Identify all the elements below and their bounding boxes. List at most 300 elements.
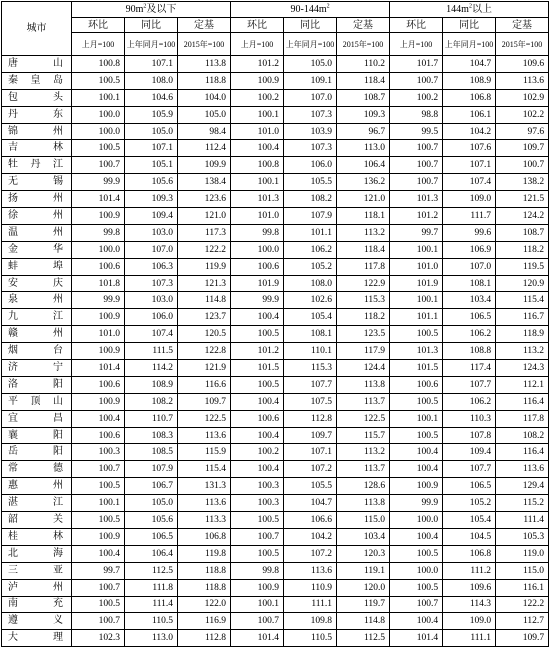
value-cell: 109.6 [496,56,549,73]
value-cell: 122.5 [178,410,231,427]
city-name-char: 阳 [53,429,63,441]
value-cell: 100.1 [390,292,443,309]
value-cell: 110.2 [337,56,390,73]
value-cell: 100.5 [231,512,284,529]
value-cell: 106.2 [443,326,496,343]
city-cell [2,191,72,208]
table-row [2,528,549,545]
value-cell: 122.9 [337,275,390,292]
value-cell: 100.7 [390,72,443,89]
value-cell: 100.6 [72,427,125,444]
value-cell: 101.3 [231,191,284,208]
value-cell: 108.0 [125,72,178,89]
value-cell: 100.7 [72,461,125,478]
group-header-small: $90m^2$及以下 [72,2,231,18]
value-cell: 100.0 [390,512,443,529]
table-body [2,56,549,647]
value-cell: 100.4 [72,545,125,562]
value-cell: 100.4 [231,427,284,444]
value-cell: 138.4 [178,174,231,191]
city-cell [2,562,72,579]
value-cell: 100.9 [72,528,125,545]
value-cell: 108.2 [125,393,178,410]
table-row [2,410,549,427]
city-name-char: 秦 [8,74,18,86]
city-name-char: 温 [8,226,18,238]
value-cell: 121.0 [337,191,390,208]
table-row [2,275,549,292]
city-name-char: 林 [53,142,63,154]
value-cell: 118.9 [496,326,549,343]
value-cell: 100.9 [72,208,125,225]
value-cell: 124.2 [496,208,549,225]
value-cell: 113.2 [496,343,549,360]
city-cell [2,579,72,596]
value-cell: 116.4 [496,393,549,410]
base-header-last-year: 上年同月=100 [125,33,178,56]
value-cell: 113.2 [337,444,390,461]
value-cell: 122.0 [178,596,231,613]
value-cell: 109.9 [178,157,231,174]
value-cell: 111.1 [443,630,496,647]
value-cell: 120.9 [496,275,549,292]
value-cell: 101.3 [390,191,443,208]
table-row [2,140,549,157]
value-cell: 110.3 [443,410,496,427]
value-cell: 100.5 [390,326,443,343]
city-cell [2,106,72,123]
value-cell: 101.4 [231,630,284,647]
value-cell: 113.3 [178,512,231,529]
value-cell: 100.5 [231,376,284,393]
city-name-char: 泉 [8,294,18,306]
city-name-char: 州 [53,294,63,306]
value-cell: 110.7 [125,410,178,427]
value-cell: 105.2 [284,258,337,275]
value-cell: 112.5 [337,630,390,647]
base-header-2015: 2015年=100 [496,33,549,56]
value-cell: 106.9 [443,241,496,258]
city-name-char: 赣 [8,328,18,340]
value-cell: 100.1 [231,596,284,613]
value-cell: 119.8 [178,545,231,562]
value-cell: 105.4 [284,309,337,326]
value-cell: 106.6 [284,512,337,529]
value-cell: 100.6 [72,258,125,275]
table-row [2,343,549,360]
city-name-char: 常 [8,463,18,475]
value-cell: 116.7 [496,309,549,326]
value-cell: 113.6 [496,72,549,89]
value-cell: 113.7 [337,461,390,478]
value-cell: 107.0 [443,258,496,275]
value-cell: 100.7 [231,613,284,630]
value-cell: 109.7 [496,630,549,647]
table-row [2,56,549,73]
table-row [2,174,549,191]
value-cell: 119.9 [178,258,231,275]
value-cell: 101.1 [284,224,337,241]
value-cell: 101.5 [231,360,284,377]
city-cell [2,140,72,157]
city-name-char: 吉 [8,142,18,154]
table-row [2,157,549,174]
value-cell: 114.8 [178,292,231,309]
value-cell: 105.5 [284,174,337,191]
value-cell: 108.7 [337,89,390,106]
city-cell [2,174,72,191]
city-name-char: 遵 [8,615,18,627]
value-cell: 114.3 [443,596,496,613]
value-cell: 101.9 [390,275,443,292]
value-cell: 105.2 [443,495,496,512]
value-cell: 107.7 [443,461,496,478]
table-row [2,106,549,123]
value-cell: 100.5 [72,596,125,613]
value-cell: 103.4 [337,528,390,545]
city-name-char: 平 [8,395,18,407]
city-cell [2,528,72,545]
value-cell: 101.0 [231,208,284,225]
city-cell [2,309,72,326]
group-header-medium: $90-144m^2$ [231,2,390,18]
value-cell: 107.8 [443,427,496,444]
price-index-table [1,1,549,647]
city-cell [2,545,72,562]
value-cell: 105.4 [443,512,496,529]
sub-header-fixed-base: 定基 [178,18,231,33]
value-cell: 117.4 [443,360,496,377]
value-cell: 100.1 [390,410,443,427]
city-name-char: 州 [53,125,63,137]
value-cell: 108.7 [496,224,549,241]
city-name-char: 昌 [53,412,63,424]
value-cell: 100.9 [72,393,125,410]
value-cell: 107.9 [125,461,178,478]
value-cell: 100.7 [72,157,125,174]
table-row [2,444,549,461]
value-cell: 100.9 [231,72,284,89]
value-cell: 118.8 [178,579,231,596]
value-cell: 119.0 [496,545,549,562]
value-cell: 116.9 [178,613,231,630]
city-cell [2,157,72,174]
value-cell: 100.2 [231,89,284,106]
value-cell: 119.7 [337,596,390,613]
city-name-char: 海 [53,547,63,559]
value-cell: 112.1 [496,376,549,393]
value-cell: 106.1 [443,106,496,123]
city-cell [2,241,72,258]
city-cell [2,596,72,613]
value-cell: 106.4 [125,545,178,562]
city-name-char: 东 [53,108,63,120]
city-name-char: 州 [53,581,63,593]
value-cell: 112.8 [284,410,337,427]
city-cell [2,512,72,529]
value-cell: 100.4 [390,613,443,630]
value-cell: 121.3 [178,275,231,292]
value-cell: 99.9 [231,292,284,309]
value-cell: 109.7 [284,427,337,444]
value-cell: 100.5 [390,545,443,562]
city-name-char: 阳 [53,446,63,458]
value-cell: 102.2 [496,106,549,123]
value-cell: 113.6 [178,495,231,512]
city-name-char: 大 [8,632,18,644]
value-cell: 114.8 [337,613,390,630]
value-cell: 115.4 [178,461,231,478]
table-row [2,224,549,241]
value-cell: 131.3 [178,478,231,495]
value-cell: 113.8 [337,376,390,393]
value-cell: 100.6 [72,376,125,393]
value-cell: 109.4 [443,444,496,461]
value-cell: 119.1 [337,562,390,579]
value-cell: 115.0 [337,512,390,529]
value-cell: 105.3 [496,528,549,545]
city-name-char: 州 [53,193,63,205]
value-cell: 105.0 [284,56,337,73]
value-cell: 109.7 [178,393,231,410]
value-cell: 123.6 [178,191,231,208]
table-row [2,579,549,596]
sub-header-fixed-base: 定基 [496,18,549,33]
value-cell: 110.5 [284,630,337,647]
value-cell: 102.6 [284,292,337,309]
value-cell: 101.1 [390,309,443,326]
city-cell [2,393,72,410]
city-name-char: 林 [53,530,63,542]
city-name-char: 牡 [8,159,18,171]
table-row [2,123,549,140]
table-row [2,376,549,393]
city-name-char: 皇 [30,74,41,86]
sub-header-yoy: 同比 [443,18,496,33]
value-cell: 100.4 [231,393,284,410]
value-cell: 98.8 [390,106,443,123]
value-cell: 106.0 [125,309,178,326]
city-name-char: 包 [8,91,18,103]
value-cell: 122.2 [496,596,549,613]
value-cell: 110.5 [125,613,178,630]
value-cell: 108.2 [496,427,549,444]
city-name-char: 烟 [8,345,18,357]
value-cell: 105.0 [178,106,231,123]
value-cell: 100.7 [72,613,125,630]
value-cell: 121.5 [496,191,549,208]
value-cell: 106.8 [443,89,496,106]
value-cell: 106.5 [443,478,496,495]
value-cell: 118.8 [178,562,231,579]
value-cell: 100.5 [72,72,125,89]
city-name-char: 济 [8,361,18,373]
value-cell: 101.5 [390,360,443,377]
value-cell: 118.4 [337,72,390,89]
value-cell: 105.6 [125,512,178,529]
city-name-char: 充 [53,598,63,610]
sub-header-mom: 环比 [72,18,125,33]
city-name-char: 义 [53,615,63,627]
value-cell: 129.4 [496,478,549,495]
value-cell: 100.6 [390,376,443,393]
value-cell: 107.1 [125,56,178,73]
table-row [2,191,549,208]
value-cell: 102.9 [496,89,549,106]
value-cell: 108.1 [443,275,496,292]
value-cell: 100.5 [390,579,443,596]
value-cell: 112.8 [178,630,231,647]
value-cell: 138.2 [496,174,549,191]
value-cell: 104.7 [284,495,337,512]
value-cell: 122.5 [337,410,390,427]
value-cell: 107.1 [443,157,496,174]
city-cell [2,376,72,393]
city-cell [2,613,72,630]
value-cell: 120.3 [337,545,390,562]
value-cell: 100.9 [231,579,284,596]
city-name-char: 州 [53,328,63,340]
value-cell: 117.9 [337,343,390,360]
sub-header-yoy: 同比 [125,18,178,33]
city-name-char: 丹 [8,108,18,120]
value-cell: 116.6 [178,376,231,393]
city-name-char: 无 [8,176,18,188]
value-cell: 110.9 [284,579,337,596]
value-cell: 106.8 [178,528,231,545]
value-cell: 106.0 [284,157,337,174]
city-name-char: 州 [53,209,63,221]
value-cell: 107.3 [125,275,178,292]
city-name-char: 徐 [8,209,18,221]
value-cell: 115.0 [496,562,549,579]
table-row [2,427,549,444]
value-cell: 101.0 [231,123,284,140]
value-cell: 100.5 [72,478,125,495]
city-cell [2,275,72,292]
value-cell: 118.8 [178,72,231,89]
value-cell: 111.4 [125,596,178,613]
city-name-char: 岳 [8,446,18,458]
value-cell: 105.1 [125,157,178,174]
city-name-char: 关 [53,513,63,525]
value-cell: 105.6 [125,174,178,191]
value-cell: 100.4 [390,461,443,478]
value-cell: 107.3 [284,140,337,157]
value-cell: 107.0 [125,241,178,258]
city-name-char: 扬 [8,193,18,205]
city-column-header: 城市 [2,2,72,56]
city-cell [2,410,72,427]
value-cell: 100.0 [231,241,284,258]
base-header-last-month: 上月=100 [72,33,125,56]
city-cell [2,326,72,343]
value-cell: 101.0 [390,258,443,275]
city-cell [2,343,72,360]
value-cell: 108.9 [125,376,178,393]
value-cell: 100.1 [72,495,125,512]
value-cell: 98.4 [178,123,231,140]
city-name-char: 南 [8,598,18,610]
value-cell: 111.1 [284,596,337,613]
value-cell: 115.9 [178,444,231,461]
value-cell: 101.2 [231,343,284,360]
value-cell: 100.1 [231,174,284,191]
value-cell: 97.6 [496,123,549,140]
value-cell: 100.0 [72,123,125,140]
table-row [2,326,549,343]
city-name-char: 金 [8,243,18,255]
city-name-char: 丹 [30,159,41,171]
value-cell: 100.5 [231,326,284,343]
value-cell: 123.5 [337,326,390,343]
value-cell: 99.7 [72,562,125,579]
value-cell: 117.8 [496,410,549,427]
table-row [2,512,549,529]
city-name-char: 北 [8,547,18,559]
table-row [2,89,549,106]
sub-header-fixed-base: 定基 [337,18,390,33]
sub-header-mom: 环比 [390,18,443,33]
value-cell: 113.6 [178,427,231,444]
value-cell: 109.8 [284,613,337,630]
value-cell: 106.7 [125,478,178,495]
base-header-last-month: 上月=100 [390,33,443,56]
city-name-char: 阳 [53,378,63,390]
city-name-char: 埠 [53,260,63,272]
value-cell: 100.4 [390,528,443,545]
value-cell: 100.3 [72,444,125,461]
value-cell: 100.9 [72,309,125,326]
city-cell [2,495,72,512]
city-name-char: 三 [8,564,18,576]
value-cell: 128.6 [337,478,390,495]
value-cell: 117.8 [337,258,390,275]
value-cell: 102.3 [72,630,125,647]
value-cell: 106.2 [284,241,337,258]
value-cell: 99.6 [443,224,496,241]
value-cell: 104.5 [443,528,496,545]
value-cell: 109.3 [125,191,178,208]
city-name-char: 华 [53,243,63,255]
value-cell: 109.1 [284,72,337,89]
city-name-char: 蚌 [8,260,18,272]
value-cell: 100.0 [72,106,125,123]
value-cell: 100.4 [231,140,284,157]
value-cell: 106.5 [443,309,496,326]
base-header-2015: 2015年=100 [178,33,231,56]
value-cell: 100.3 [231,478,284,495]
value-cell: 96.7 [337,123,390,140]
city-cell [2,427,72,444]
base-header-last-year: 上年同月=100 [284,33,337,56]
value-cell: 101.2 [390,208,443,225]
group-header-large: $144m^2$以上 [390,2,549,18]
value-cell: 101.3 [390,343,443,360]
value-cell: 107.2 [284,545,337,562]
city-name-char: 头 [53,91,63,103]
value-cell: 100.4 [231,461,284,478]
value-cell: 100.4 [72,410,125,427]
value-cell: 112.4 [178,140,231,157]
value-cell: 109.0 [443,613,496,630]
city-name-char: 洛 [8,378,18,390]
value-cell: 107.4 [443,174,496,191]
value-cell: 106.8 [443,545,496,562]
value-cell: 122.2 [178,241,231,258]
table-row [2,613,549,630]
value-cell: 100.8 [231,157,284,174]
